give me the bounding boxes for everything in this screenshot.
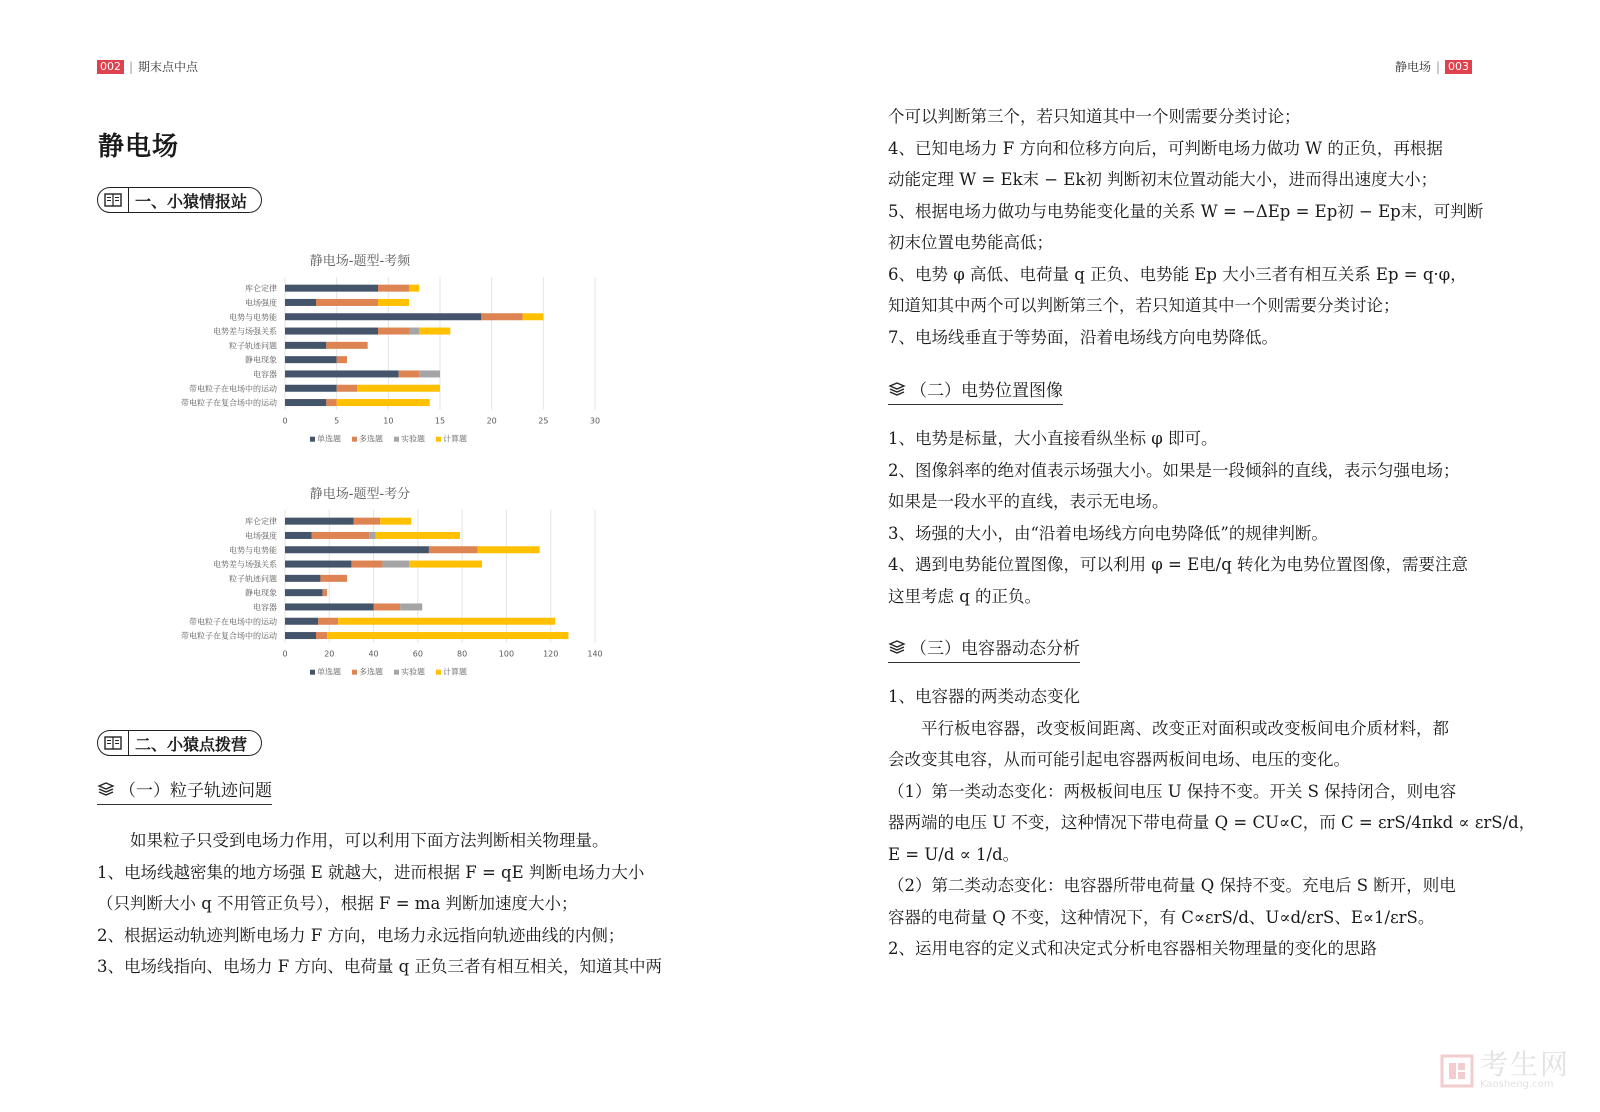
book-icon xyxy=(98,188,129,212)
bar-segment xyxy=(378,285,409,292)
chart-title: 静电场-题型-考频 xyxy=(309,254,411,269)
y-tick-label: 库仑定律 xyxy=(245,284,277,294)
y-tick-label: 粒子轨迹问题 xyxy=(229,341,277,351)
y-tick-label: 带电粒子在电场中的运动 xyxy=(189,384,277,394)
bar-segment xyxy=(382,561,409,568)
bar-segment xyxy=(285,285,378,292)
section-heading-2-label: 二、小猿点拨营 xyxy=(135,734,248,754)
x-tick-label: 60 xyxy=(412,649,423,659)
bar-segment xyxy=(337,385,358,392)
text-line: 2、根据运动轨迹判断电场力 F 方向，电场力永远指向轨迹曲线的内侧； xyxy=(97,925,625,945)
bar-segment xyxy=(409,285,419,292)
bar-segment xyxy=(481,313,522,320)
text-line: 平行板电容器，改变板间距离、改变正对面积或改变板间电介质材料，都 xyxy=(888,718,1449,738)
section-heading-2 xyxy=(97,730,262,756)
bar-segment xyxy=(285,370,399,377)
bar-segment xyxy=(285,342,326,349)
legend-label: 多选题 xyxy=(359,434,383,444)
legend-label: 单选题 xyxy=(317,667,341,677)
bar-segment xyxy=(378,328,409,335)
bar-segment xyxy=(285,518,354,525)
chart-frequency xyxy=(160,245,620,460)
text-line: 2、运用电容的定义式和决定式分析电容器相关物理量的变化的思路 xyxy=(888,939,1377,958)
text-line: 1、电容器的两类动态变化 xyxy=(888,687,1080,706)
legend-swatch xyxy=(394,670,399,675)
legend-swatch xyxy=(310,670,315,675)
legend-label: 实验题 xyxy=(401,667,425,677)
bar-segment xyxy=(337,399,430,406)
x-tick-label: 15 xyxy=(434,416,446,426)
bar-segment xyxy=(337,356,347,363)
y-tick-label: 库仑定律 xyxy=(245,517,277,527)
y-tick-label: 粒子轨迹问题 xyxy=(229,574,277,584)
subsection-heading-3-label: （三）电容器动态分析 xyxy=(910,639,1080,659)
bar-segment xyxy=(318,618,338,625)
x-tick-label: 0 xyxy=(282,416,288,426)
bar-segment xyxy=(316,632,327,639)
y-tick-label: 带电粒子在复合场中的运动 xyxy=(181,631,277,641)
bar-segment xyxy=(285,546,429,553)
page-title: 静电场 xyxy=(98,132,180,162)
legend-swatch xyxy=(436,437,441,442)
bar-segment xyxy=(419,370,440,377)
right-body-text-2 xyxy=(888,423,1478,612)
bar-segment xyxy=(285,399,326,406)
legend-label: 实验题 xyxy=(401,434,425,444)
bar-segment xyxy=(400,603,422,610)
bar-segment xyxy=(285,299,316,306)
text-line: 动能定理 W = Ek末 − Ek初 判断初末位置动能大小，进而得出速度大小； xyxy=(888,170,1438,189)
section-heading-1 xyxy=(97,187,262,213)
bar-segment xyxy=(285,561,351,568)
text-line: 3、电场线指向、电场力 F 方向、电荷量 q 正负三者有相互相关，知道其中两 xyxy=(97,957,662,976)
subsection-heading-2-label: （二）电势位置图像 xyxy=(910,381,1063,401)
y-tick-label: 带电粒子在复合场中的运动 xyxy=(181,398,277,408)
right-body-text-3 xyxy=(888,681,1536,965)
bar-segment xyxy=(326,342,367,349)
text-line: 如果是一段水平的直线，表示无电场。 xyxy=(888,492,1169,511)
text-line: 1、电场线越密集的地方场强 E 就越大，进而根据 F = qE 判断电场力大小 xyxy=(97,862,645,882)
bar-segment xyxy=(285,328,378,335)
bar-segment xyxy=(380,518,411,525)
watermark-text: 考生网 xyxy=(1479,1048,1570,1081)
x-tick-label: 5 xyxy=(334,416,340,426)
text-line: 如果粒子只受到电场力作用，可以利用下面方法判断相关物理量。 xyxy=(97,831,609,850)
legend-label: 计算题 xyxy=(443,667,467,677)
text-line: 2、图像斜率的绝对值表示场强大小。如果是一段倾斜的直线，表示匀强电场； xyxy=(888,460,1460,480)
subsection-heading-3 xyxy=(888,634,1080,663)
section-heading-1-label: 一、小猿情报站 xyxy=(135,191,248,211)
text-line: 初末位置电势能高低； xyxy=(888,233,1053,252)
legend-swatch xyxy=(352,437,357,442)
y-tick-label: 电势与电势能 xyxy=(229,545,277,555)
chart-score xyxy=(160,478,620,693)
bar-segment xyxy=(285,632,316,639)
bar-segment xyxy=(285,385,337,392)
bar-segment xyxy=(285,532,312,539)
bar-segment xyxy=(320,575,347,582)
x-tick-label: 25 xyxy=(538,416,549,426)
text-line: 个可以判断第三个，若只知道其中一个则需要分类讨论； xyxy=(888,107,1301,126)
legend-swatch xyxy=(310,437,315,442)
bar-segment xyxy=(326,399,336,406)
legend-swatch xyxy=(352,670,357,675)
text-line: 这里考虑 q 的正负。 xyxy=(888,586,1042,606)
text-line: 4、已知电场力 F 方向和位移方向后，可判断电场力做功 W 的正负，再根据 xyxy=(888,138,1443,158)
text-line: 4、遇到电势能位置图像，可以利用 φ = E电/q 转化为电势位置图像，需要注意 xyxy=(888,555,1469,574)
right-body-text-1 xyxy=(888,101,1484,353)
y-tick-label: 电场强度 xyxy=(245,531,277,541)
x-tick-label: 10 xyxy=(383,416,394,426)
y-tick-label: 电容器 xyxy=(253,369,277,379)
bar-segment xyxy=(376,532,460,539)
x-tick-label: 0 xyxy=(282,649,288,659)
bar-segment xyxy=(285,618,318,625)
bar-segment xyxy=(374,603,401,610)
text-line: 1、电势是标量，大小直接看纵坐标 φ 即可。 xyxy=(888,429,1218,448)
bar-segment xyxy=(285,603,374,610)
left-body-text xyxy=(97,825,697,983)
legend-swatch xyxy=(436,670,441,675)
text-line: E = U/d ∝ 1/d。 xyxy=(888,844,1020,864)
y-tick-label: 电容器 xyxy=(253,602,277,612)
legend-label: 计算题 xyxy=(443,434,467,444)
chart-frequency-svg xyxy=(160,245,620,460)
x-tick-label: 100 xyxy=(498,649,515,659)
y-tick-label: 电势差与场强关系 xyxy=(213,560,277,570)
y-tick-label: 带电粒子在电场中的运动 xyxy=(189,617,277,627)
right-page-header: 静电场 | 003 xyxy=(1395,58,1472,75)
x-tick-label: 30 xyxy=(589,416,601,426)
left-header-title: 期末点中点 xyxy=(138,60,199,74)
x-tick-label: 80 xyxy=(457,649,468,659)
text-line: 器两端的电压 U 不变，这种情况下带电荷量 Q = CU∝C，而 C = εrS/4πkd ∝ εrS/d， xyxy=(888,813,1536,832)
bar-segment xyxy=(285,589,323,596)
bar-segment xyxy=(369,532,376,539)
book-icon xyxy=(98,731,129,755)
bar-segment xyxy=(429,546,478,553)
y-tick-label: 电场强度 xyxy=(245,298,277,308)
y-tick-label: 电势差与场强关系 xyxy=(213,327,277,337)
stack-books-icon xyxy=(97,780,115,798)
x-tick-label: 140 xyxy=(587,649,603,659)
bar-segment xyxy=(316,299,378,306)
text-line: 6、电势 φ 高低、电荷量 q 正负、电势能 Ep 大小三者有相互关系 Ep = q·φ， xyxy=(888,264,1467,284)
legend-label: 单选题 xyxy=(317,434,341,444)
watermark xyxy=(1440,1048,1570,1090)
text-line: 7、电场线垂直于等势面，沿着电场线方向电势降低。 xyxy=(888,327,1278,347)
bar-segment xyxy=(378,299,409,306)
right-header-title: 静电场 xyxy=(1394,60,1431,74)
bar-segment xyxy=(285,313,481,320)
x-tick-label: 40 xyxy=(368,649,379,659)
bar-segment xyxy=(285,575,320,582)
text-line: 会改变其电容，从而可能引起电容器两板间电场、电压的变化。 xyxy=(888,750,1350,769)
y-tick-label: 电势与电势能 xyxy=(229,312,277,322)
text-line: （只判断大小 q 不用管正负号），根据 F = ma 判断加速度大小； xyxy=(97,894,578,913)
bar-segment xyxy=(357,385,440,392)
subsection-heading-2 xyxy=(888,376,1063,405)
chart-score-svg xyxy=(160,478,620,693)
stack-books-icon xyxy=(888,380,906,398)
bar-segment xyxy=(285,356,337,363)
left-page-header: 002 | 期末点中点 xyxy=(97,58,198,75)
x-tick-label: 20 xyxy=(486,416,497,426)
legend-swatch xyxy=(394,437,399,442)
text-line: 3、场强的大小，由“沿着电场线方向电势降低”的规律判断。 xyxy=(888,523,1328,543)
bar-segment xyxy=(409,328,419,335)
bar-segment xyxy=(338,618,555,625)
y-tick-label: 静电现象 xyxy=(245,355,277,365)
stack-books-icon xyxy=(888,638,906,656)
bar-segment xyxy=(523,313,544,320)
bar-segment xyxy=(327,632,568,639)
bar-segment xyxy=(419,328,450,335)
text-line: （1）第一类动态变化：两极板间电压 U 保持不变。开关 S 保持闭合，则电容 xyxy=(888,781,1457,801)
bar-segment xyxy=(351,561,382,568)
legend-label: 多选题 xyxy=(359,667,383,677)
bar-segment xyxy=(354,518,381,525)
watermark-url: Kaosheng.com xyxy=(1479,1079,1554,1090)
right-page-number: 003 xyxy=(1445,60,1472,74)
bar-segment xyxy=(399,370,420,377)
bar-segment xyxy=(409,561,482,568)
text-line: （2）第二类动态变化：电容器所带电荷量 Q 保持不变。充电后 S 断开，则电 xyxy=(888,876,1456,895)
left-page-number: 002 xyxy=(97,60,124,74)
x-tick-label: 120 xyxy=(543,649,559,659)
kaosheng-logo-icon xyxy=(1440,1054,1474,1088)
subsection-heading-1-label: （一）粒子轨迹问题 xyxy=(119,781,272,801)
bar-segment xyxy=(312,532,370,539)
text-line: 容器的电荷量 Q 不变，这种情况下，有 C∝εrS/d、U∝d/εrS、E∝1/εrS。 xyxy=(888,907,1435,927)
chart-title: 静电场-题型-考分 xyxy=(309,487,411,502)
y-tick-label: 静电现象 xyxy=(245,588,277,598)
text-line: 5、根据电场力做功与电势能变化量的关系 W = −ΔEp = Ep初 − Ep末，可判断 xyxy=(888,201,1484,221)
bar-segment xyxy=(478,546,540,553)
text-line: 知道知其中两个可以判断第三个，若只知道其中一个则需要分类讨论； xyxy=(888,296,1400,315)
subsection-heading-1 xyxy=(97,776,272,805)
x-tick-label: 20 xyxy=(324,649,335,659)
bar-segment xyxy=(323,589,327,596)
